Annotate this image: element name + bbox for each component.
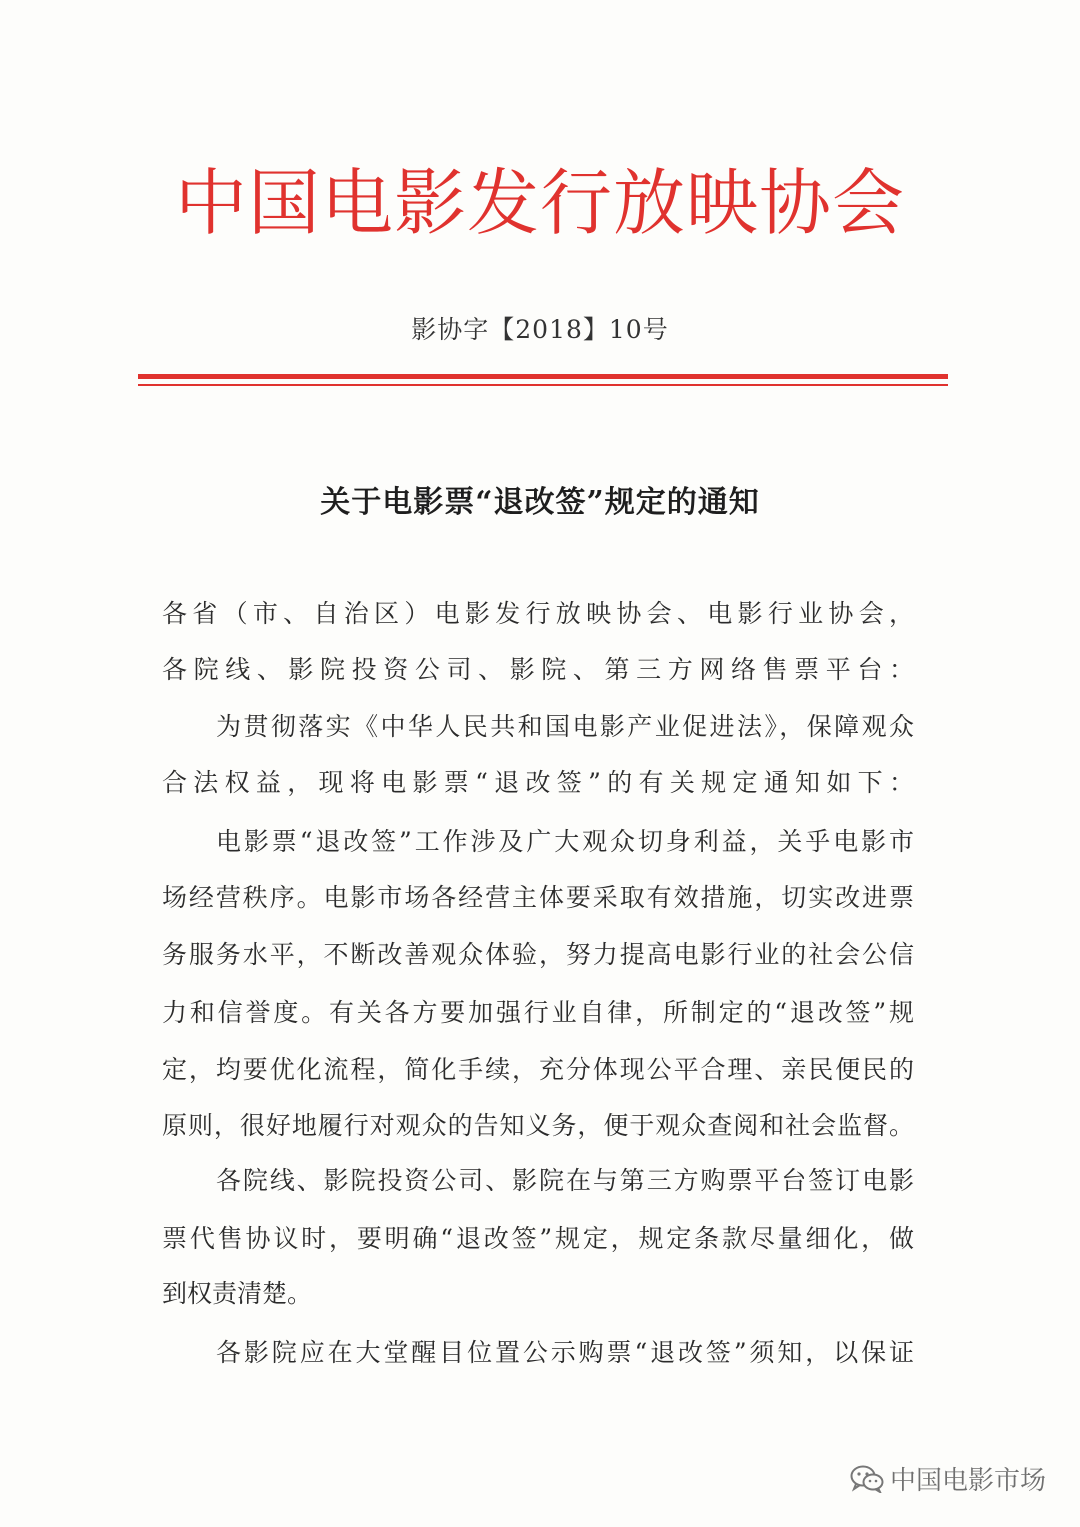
- paragraph-line: 各院线、影院投资公司、影院在与第三方购票平台签订电影: [216, 1166, 914, 1195]
- account-watermark: [850, 1460, 1046, 1497]
- document-title: 关于电影票“退改签”规定的通知: [320, 485, 760, 520]
- paragraph-line: 力和信誉度。有关各方要加强行业自律，所制定的“退改签”规: [162, 998, 914, 1027]
- paragraph-line: 各影院应在大堂醒目位置公示购票“退改签”须知，以保证: [216, 1338, 914, 1367]
- organization-header: 中国电影发行放映协会: [174, 161, 905, 245]
- watermark-text: 中国电影市场: [889, 1466, 1046, 1496]
- paragraph-line: 场经营秩序。电影市场各经营主体要采取有效措施，切实改进票: [162, 883, 914, 912]
- document-number: 影协字【2018】10号: [411, 315, 669, 344]
- paragraph-line: 定，均要优化流程，简化手续，充分体现公平合理、亲民便民的: [162, 1055, 914, 1084]
- paragraph-line: 为贯彻落实《中华人民共和国电影产业促进法》，保障观众: [216, 712, 914, 741]
- paragraph-line: 票代售协议时，要明确“退改签”规定，规定条款尽量细化，做: [162, 1224, 914, 1253]
- addressee-line: 各省（市、自治区）电影发行放映协会、电影行业协会，: [162, 599, 914, 628]
- header-divider-thin: [138, 384, 948, 386]
- addressee-line: 各院线、影院投资公司、影院、第三方网络售票平台：: [162, 655, 914, 684]
- paragraph-line: 务服务水平，不断改善观众体验，努力提高电影行业的社会公信: [162, 940, 914, 969]
- wechat-icon: [850, 1465, 884, 1493]
- paragraph-line: 到权责清楚。: [162, 1279, 313, 1308]
- paragraph-line: 电影票“退改签”工作涉及广大观众切身利益，关乎电影市: [216, 827, 914, 856]
- paragraph-line: 原则，很好地履行对观众的告知义务，便于观众查阅和社会监督。: [162, 1111, 914, 1140]
- header-divider-thick: [138, 374, 948, 379]
- paragraph-line: 合法权益，现将电影票“退改签”的有关规定通知如下：: [162, 768, 914, 797]
